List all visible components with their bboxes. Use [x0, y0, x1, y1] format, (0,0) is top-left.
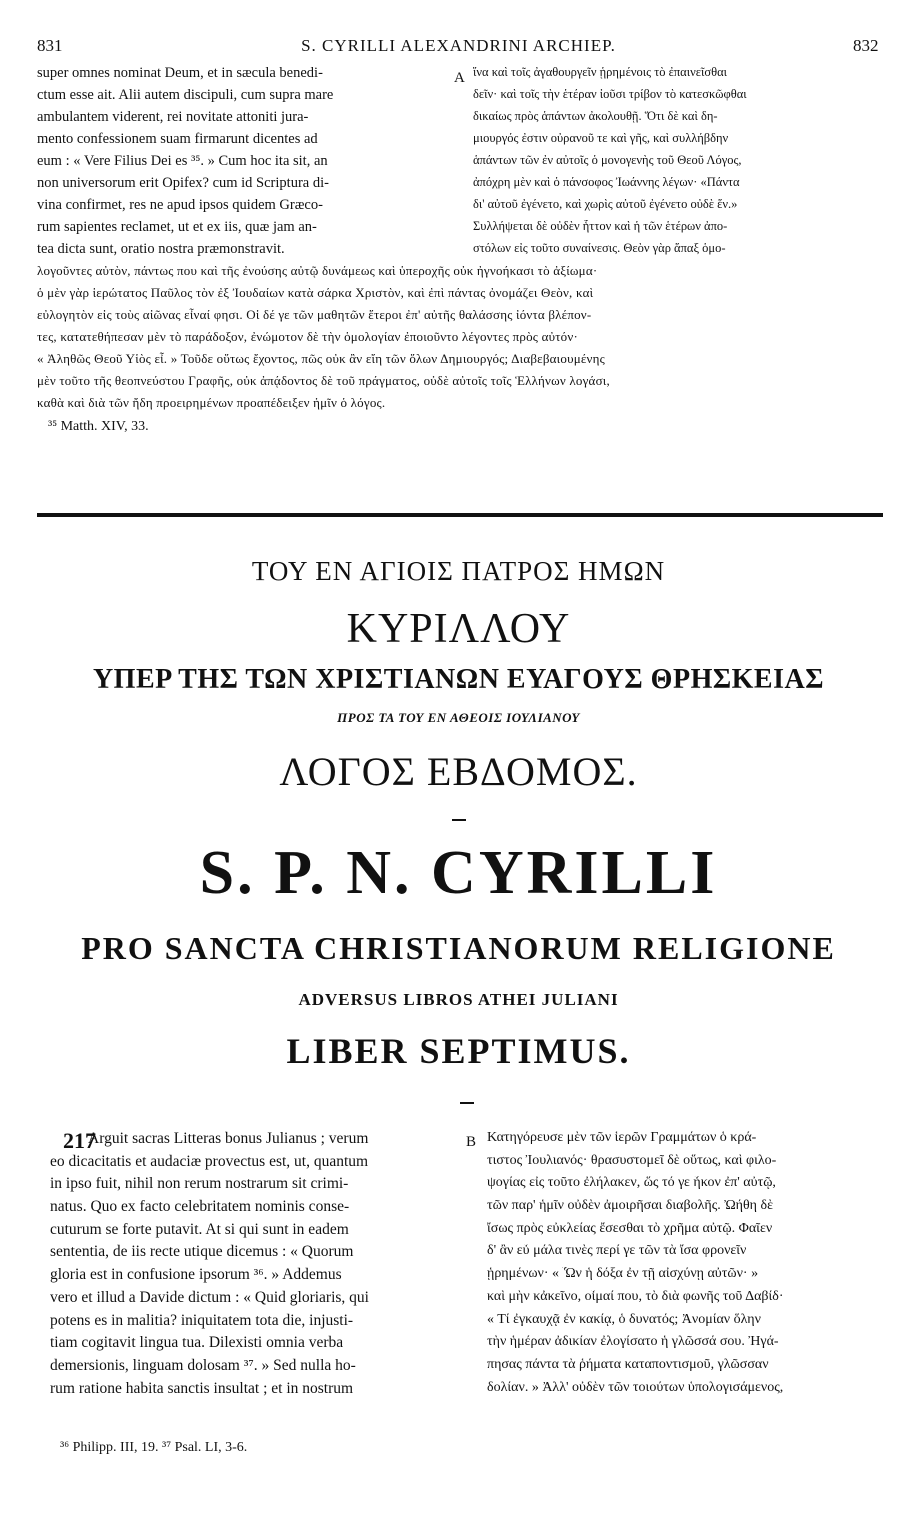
text-line: potens es in malitia? iniquitatem tota die, injusti- — [50, 1312, 354, 1329]
title-greek-line-4: ΠΡΟΣ ΤΑ ΤΟΥ ΕΝ ΑΘΕΟΙΣ ΙΟΥΛΙΑΝΟΥ — [337, 710, 580, 725]
text-line: sententia, de iis recte utique dicemus : « Quorum — [50, 1244, 354, 1261]
text-line: λογοῦντες αὐτὸν, πάντως που καὶ τῆς ἐνούσης αὐτῷ δυνάμεως καὶ ὑπεροχῆς οὐκ ἠγνοήκασι τὸ ἀξίωμα· — [37, 264, 598, 278]
text-line: « Ἀληθῶς Θεοῦ Υἱὸς εἶ. » Τοῦδε οὕτως ἔχοντος, πῶς οὐκ ἂν εἴη τῶν ὅλων Δημιουργός; Διαβεβαιουμένης — [37, 352, 605, 366]
text-line: δεῖν· καὶ τοῖς τὴν ἑτέραν ἰοῦσι τρίβον τὸ κατεσκῶφθαι — [473, 88, 747, 101]
text-line: tea dicta sunt, oratio nostra præmonstravit. — [37, 242, 285, 257]
right-column-number: 832 — [853, 36, 879, 55]
text-line: rum ratione habita sanctis insultat ; et in nostrum — [50, 1380, 354, 1397]
text-line: super omnes nominat Deum, et in sæcula benedi- — [37, 66, 323, 81]
text-line: τες, κατατεθήπεσαν μὲν τὸ παράδοξον, ἐνώμοτον δὲ τὴν ὁμολογίαν ἐποιοῦντο λέγοντες πρὸς αὐτόν· — [37, 330, 578, 344]
title-latin-author: S. P. N. CYRILLI — [199, 839, 718, 907]
top-footnote: ³⁵ Matth. XIV, 33. — [48, 419, 149, 434]
title-latin-line-7: PRO SANCTA CHRISTIANORUM RELIGIONE — [81, 930, 836, 966]
text-line: στόλων εἰς τοῦτο συναίνεσις. Θεὸν γὰρ ἅπαξ ὁμο- — [473, 242, 726, 255]
text-line: δολίαν. » Ἀλλ' οὐδὲν τῶν τοιούτων ὑπολογισάμενος, — [487, 1380, 784, 1395]
left-column-number: 831 — [37, 36, 63, 55]
text-line: ἵνα καὶ τοῖς ἀγαθουργεῖν ᾑρημένοις τὸ ἐπαινεῖσθαι — [473, 66, 727, 79]
text-line: ἁπάντων τῶν ἐν αὐτοῖς ὁ μονογενὴς τοῦ Θεοῦ Λόγος, — [473, 154, 742, 167]
text-line: μὲν τοῦτο τῆς θεοπνεύστου Γραφῆς, οὐκ ἀπᾴδοντος δὲ τοῦ πράγματος, οὐδὲ αὐτοῖς τοῖς Ἑλλήνων λογάσι, — [37, 374, 610, 388]
page-number: 217 — [63, 1128, 96, 1153]
title-greek-book: ΛΟΓΟΣ ΕΒΔΟΜΟΣ. — [279, 749, 638, 794]
title-greek-line-3: ΥΠΕΡ ΤΗΣ ΤΩΝ ΧΡΙΣΤΙΑΝΩΝ ΕΥΑΓΟΥΣ ΘΡΗΣΚΕΙΑΣ — [92, 664, 825, 695]
section-divider — [37, 513, 883, 517]
title-dash-2 — [460, 1102, 474, 1104]
text-line: καθὰ καὶ διὰ τῶν ἤδη προειρημένων προαπέδειξεν ἡμῖν ὁ λόγος. — [37, 396, 386, 410]
text-line: Arguit sacras Litteras bonus Julianus ; verum — [88, 1131, 369, 1147]
text-line: tiam cogitavit lingua tua. Dilexisti omnia verba — [50, 1335, 344, 1352]
text-line: cuturum se forte putavit. At si qui sunt in eadem — [50, 1221, 349, 1238]
text-line: τῶν παρ' ἡμῖν οὐδὲν ἀμοιρῆσαι διαβολῆς. Ὠήθη δὲ — [487, 1199, 773, 1214]
text-line: τιστος Ἰουλιανός· θρασυστομεῖ δὲ οὕτως, καὶ φιλο- — [487, 1153, 777, 1168]
text-line: ἴσως πρὸς εὐκλείας ἔσεσθαι τὸ χρῆμα αὐτῷ. Φαῖεν — [487, 1221, 773, 1236]
text-line: non universorum erit Opifex? cum id Scriptura di- — [37, 176, 329, 191]
text-line: πησας πάντα τὰ ῥήματα καταποντισμοῦ, γλῶσσαν — [487, 1357, 769, 1372]
top-full-width-text — [37, 264, 882, 418]
text-line: ὁ μὲν γὰρ ἱερώτατος Παῦλος τὸν ἐξ Ἰουδαίων κατὰ σάρκα Χριστὸν, καὶ ἐπὶ πάντας ὀνομάζει Θεὸν, καὶ — [37, 286, 594, 300]
running-title: S. CYRILLI ALEXANDRINI ARCHIEP. — [301, 36, 616, 55]
title-greek-name: ΚΥΡΙΛΛΟΥ — [346, 606, 571, 652]
text-line: Κατηγόρευσε μὲν τῶν ἱερῶν Γραμμάτων ὁ κρά- — [487, 1131, 757, 1145]
text-line: gloria est in confusione ipsorum ³⁶. » Addemus — [50, 1267, 342, 1284]
text-line: τὴν ἡμέραν ἀδικίαν ἐλογίσατο ἡ γλῶσσά σου. Ἠγά- — [487, 1335, 779, 1350]
text-line: ψογίας εἰς τοῦτο ἐλήλακεν, ὥς τό γε ἧκον ἐπ' αὐτῷ, — [487, 1176, 776, 1191]
column-marker-a: A — [454, 70, 465, 86]
top-greek-column — [473, 66, 883, 264]
text-line: eo dicacitatis et audaciæ provectus est, ut, quantum — [50, 1153, 369, 1170]
text-line: καὶ μὴν κἀκεῖνο, οἶμαί που, τὸ διὰ φωνῆς τοῦ Δαβίδ· — [487, 1289, 784, 1304]
text-line: Συλλήψεται δὲ οὐδὲν ἧττον καὶ ἡ τῶν ἑτέρων ἀπο- — [473, 220, 728, 233]
text-line: ambulantem viderent, rei novitate attoniti jura- — [37, 110, 309, 125]
top-latin-column — [37, 66, 449, 264]
text-line: « Τί ἐγκαυχᾷ ἐν κακίᾳ, ὁ δυνατός; Ἀνομίαν ὅλην — [487, 1312, 761, 1327]
text-line: in ipso fuit, nihil non rerum nostrarum sit crimi- — [50, 1176, 349, 1193]
text-line: eum : « Vere Filius Dei es ³⁵. » Cum hoc ita sit, an — [37, 154, 328, 169]
body-footnote: ³⁶ Philipp. III, 19. ³⁷ Psal. LI, 3-6. — [60, 1440, 248, 1455]
text-line: mento confessionem suam firmarunt dicentes ad — [37, 132, 318, 147]
body-greek-column — [487, 1131, 892, 1403]
text-line: εὐλογητὸν εἰς τοὺς αἰῶνας εἶναί φησι. Οἱ δέ γε τῶν μαθητῶν ἕτεροι ἐπ' αὐτῆς θαλάσσης ἰόντα βλέπον- — [37, 308, 592, 322]
body-latin-column — [50, 1131, 460, 1403]
text-line: δικαίως πρὸς ἁπάντων ἀκολουθῇ. Ὅτι δὲ καὶ δη- — [473, 110, 718, 123]
title-dash-1 — [452, 819, 466, 821]
title-latin-book: LIBER SEPTIMUS. — [286, 1031, 631, 1071]
text-line: vero et illud a Davide dictum : « Quid gloriaris, qui — [50, 1289, 369, 1306]
text-line: natus. Quo ex facto celebritatem nominis conse- — [50, 1199, 350, 1216]
text-line: ἀπόχρη μὲν καὶ ὁ πάνσοφος Ἰωάννης λέγων· «Πάντα — [473, 176, 740, 189]
text-line: δ' ἂν εὖ μάλα τινὲς περί γε τῶν τὰ ἴσα φρονεῖν — [487, 1244, 747, 1259]
text-line: μιουργός ἐστιν οὐρανοῦ τε καὶ γῆς, καὶ συλλήβδην — [473, 132, 729, 145]
text-line: vina confirmet, res ne apud ipsos quidem Græco- — [37, 198, 323, 213]
title-greek-line-1: ΤΟΥ ΕΝ ΑΓΙΟΙΣ ΠΑΤΡΟΣ ΗΜΩΝ — [251, 556, 666, 586]
title-latin-line-8: ADVERSUS LIBROS ATHEI JULIANI — [298, 990, 619, 1009]
text-line: rum sapientes reclamet, ut et ex iis, quæ jam an- — [37, 220, 317, 235]
text-line: ᾑρημένων· « Ὧν ἡ δόξα ἐν τῇ αἰσχύνῃ αὐτῶν· » — [487, 1267, 759, 1282]
column-marker-b: B — [466, 1134, 477, 1150]
text-line: ctum esse ait. Alii autem discipuli, cum supra mare — [37, 88, 334, 103]
text-line: δι' αὐτοῦ ἐγένετο, καὶ χωρὶς αὐτοῦ ἐγένετο οὐδὲ ἕν.» — [473, 198, 738, 211]
text-line: demersionis, linguam dolosam ³⁷. » Sed nulla ho- — [50, 1357, 356, 1374]
